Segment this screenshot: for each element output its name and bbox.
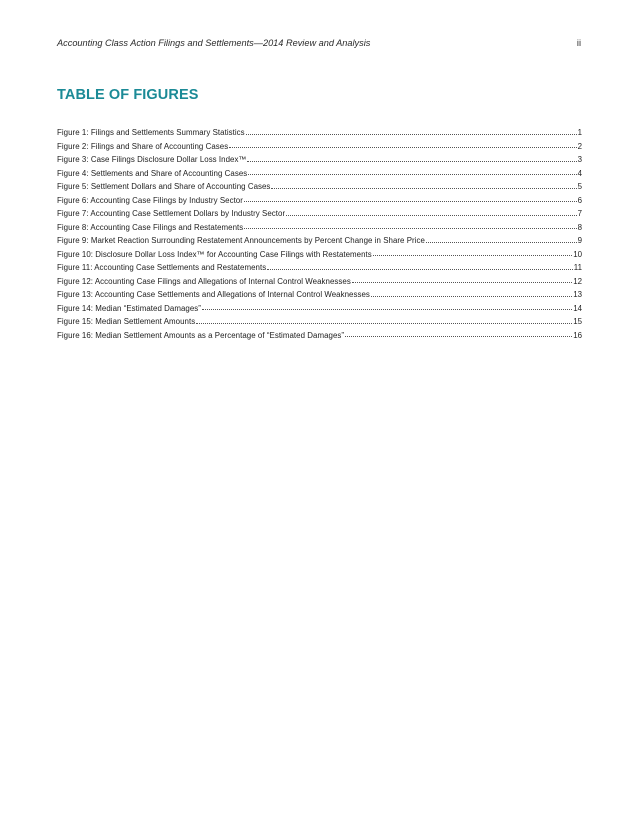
- toc-entry-figure-9[interactable]: [57, 234, 582, 248]
- dot-leader: [196, 323, 572, 324]
- toc-entry-label: Figure 2: Filings and Share of Accounting Cases: [57, 141, 229, 151]
- toc-entry-label: Figure 4: Settlements and Share of Accounting Cases: [57, 168, 248, 178]
- toc-entry-label: Figure 6: Accounting Case Filings by Industry Sector: [57, 195, 243, 205]
- toc-entry-label: Figure 15: Median Settlement Amounts: [57, 317, 196, 326]
- toc-entry-page: 9: [577, 236, 582, 245]
- toc-entry-figure-13[interactable]: [57, 288, 582, 302]
- toc-entry-label: Figure 12: Accounting Case Filings and Allegations of Internal Control Weaknesses: [57, 276, 351, 286]
- toc-entry-figure-7[interactable]: [57, 207, 582, 221]
- toc-entry-page: 10: [573, 249, 582, 259]
- toc-entry-page: 2: [577, 141, 582, 151]
- dot-leader: [244, 228, 576, 229]
- document-title: Accounting Class Action Filings and Settlements—2014 Review and Analysis: [57, 38, 371, 48]
- toc-entry-page: 5: [577, 182, 582, 191]
- toc-entry-label: Figure 10: Disclosure Dollar Loss Index™ for Accounting Case Filings with Restatements: [57, 249, 372, 259]
- dot-leader: [345, 336, 572, 337]
- dot-leader: [244, 201, 577, 202]
- toc-entry-page: 8: [577, 222, 582, 232]
- toc-entry-label: Figure 11: Accounting Case Settlements and Restatements: [57, 263, 267, 272]
- toc-entry-figure-15[interactable]: [57, 315, 582, 329]
- toc-entry-page: 11: [573, 263, 582, 272]
- toc-entry-page: 1: [577, 128, 582, 137]
- toc-entry-page: 13: [573, 290, 582, 299]
- toc-entry-label: Figure 16: Median Settlement Amounts as a Percentage of “Estimated Damages”: [57, 330, 345, 340]
- dot-leader: [426, 242, 577, 243]
- toc-entry-label: Figure 5: Settlement Dollars and Share of Accounting Cases: [57, 182, 271, 191]
- table-of-figures-list: [57, 126, 582, 342]
- toc-entry-page: 6: [577, 195, 582, 205]
- dot-leader: [373, 255, 572, 256]
- toc-entry-figure-8[interactable]: [57, 221, 582, 235]
- toc-entry-figure-11[interactable]: [57, 261, 582, 275]
- toc-entry-label: Figure 8: Accounting Case Filings and Restatements: [57, 222, 244, 232]
- toc-entry-figure-10[interactable]: [57, 248, 582, 262]
- toc-entry-label: Figure 1: Filings and Settlements Summary Statistics: [57, 128, 245, 137]
- dot-leader: [202, 309, 572, 310]
- toc-entry-figure-5[interactable]: [57, 180, 582, 194]
- toc-entry-label: Figure 3: Case Filings Disclosure Dollar Loss Index™: [57, 155, 247, 164]
- toc-entry-page: 7: [577, 209, 582, 218]
- dot-leader: [246, 134, 577, 135]
- toc-entry-figure-1[interactable]: [57, 126, 582, 140]
- toc-entry-figure-16[interactable]: [57, 329, 582, 343]
- table-of-figures-heading: TABLE OF FIGURES: [57, 87, 199, 103]
- page-number: ii: [576, 38, 581, 48]
- page-header: [57, 38, 581, 52]
- toc-entry-label: Figure 13: Accounting Case Settlements and Allegations of Internal Control Weaknesses: [57, 290, 370, 299]
- toc-entry-page: 16: [573, 330, 582, 340]
- dot-leader: [247, 161, 576, 162]
- toc-entry-figure-2[interactable]: [57, 140, 582, 154]
- dot-leader: [271, 188, 576, 189]
- dot-leader: [248, 174, 576, 175]
- toc-entry-page: 4: [577, 168, 582, 178]
- dot-leader: [229, 147, 576, 148]
- toc-entry-figure-3[interactable]: [57, 153, 582, 167]
- toc-entry-page: 15: [573, 317, 582, 326]
- toc-entry-figure-12[interactable]: [57, 275, 582, 289]
- toc-entry-page: 12: [573, 276, 582, 286]
- toc-entry-figure-4[interactable]: [57, 167, 582, 181]
- toc-entry-figure-14[interactable]: [57, 302, 582, 316]
- toc-entry-label: Figure 14: Median “Estimated Damages”: [57, 303, 201, 313]
- toc-entry-label: Figure 7: Accounting Case Settlement Dollars by Industry Sector: [57, 209, 286, 218]
- dot-leader: [267, 269, 573, 270]
- toc-entry-figure-6[interactable]: [57, 194, 582, 208]
- toc-entry-label: Figure 9: Market Reaction Surrounding Restatement Announcements by Percent Change in Share Price: [57, 236, 425, 245]
- toc-entry-page: 14: [573, 303, 582, 313]
- dot-leader: [371, 296, 572, 297]
- dot-leader: [352, 282, 572, 283]
- dot-leader: [286, 215, 576, 216]
- toc-entry-page: 3: [577, 155, 582, 164]
